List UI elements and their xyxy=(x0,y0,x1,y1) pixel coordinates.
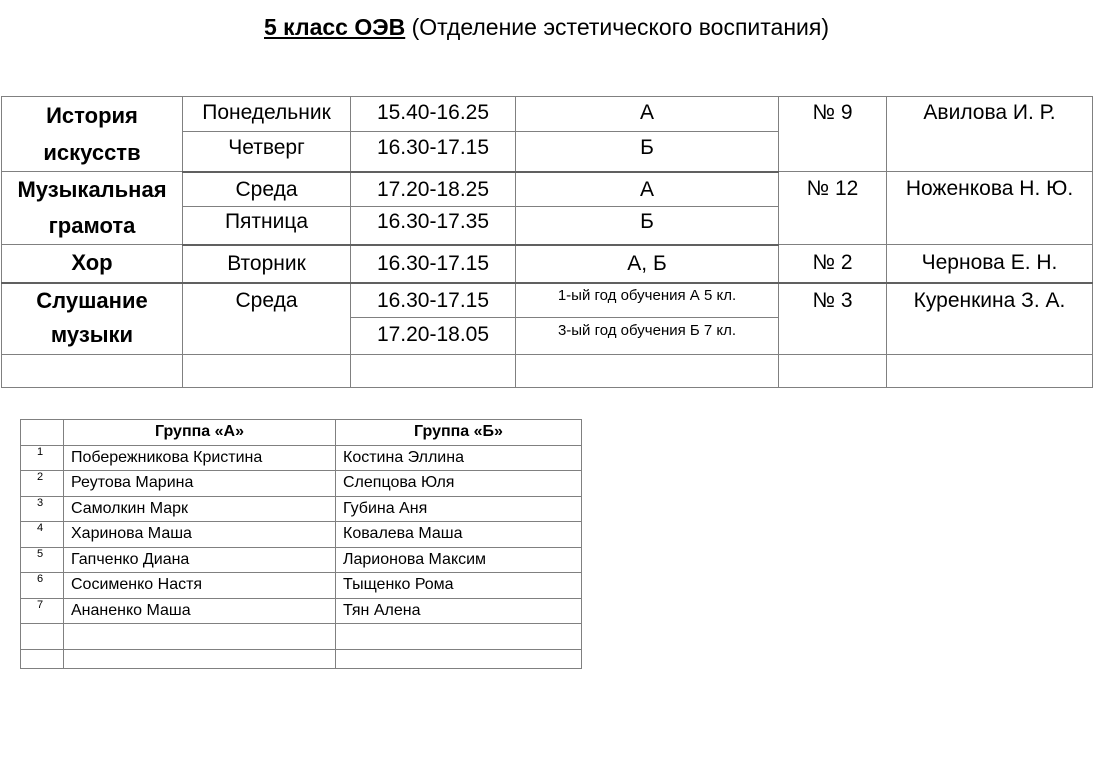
room-cell: № 2 xyxy=(779,245,887,283)
row-number: 7 xyxy=(21,598,64,624)
empty-cell xyxy=(64,624,336,650)
empty-cell xyxy=(336,624,582,650)
subject-line: грамота xyxy=(48,213,136,238)
row-number: 5 xyxy=(21,547,64,573)
subject-music-literacy xyxy=(2,172,183,245)
student-group-b: Слепцова Юля xyxy=(336,471,582,497)
header-empty-cell xyxy=(21,420,64,446)
subject-history xyxy=(2,97,183,172)
empty-cell xyxy=(351,354,516,387)
student-group-b: Ковалева Маша xyxy=(336,522,582,548)
table-row xyxy=(21,522,582,548)
title-subtitle: (Отделение эстетического воспитания) xyxy=(411,14,829,40)
group-b-header: Группа «Б» xyxy=(336,420,582,446)
student-group-b: Костина Эллина xyxy=(336,445,582,471)
room-cell: № 12 xyxy=(779,172,887,245)
student-group-a: Ананенко Маша xyxy=(64,598,336,624)
student-group-a: Харинова Маша xyxy=(64,522,336,548)
empty-cell xyxy=(336,649,582,668)
day-cell: Среда xyxy=(183,172,351,207)
day-cell: Четверг xyxy=(183,131,351,171)
table-row xyxy=(21,445,582,471)
table-row xyxy=(21,496,582,522)
groups-table xyxy=(20,419,582,669)
student-group-b: Ларионова Максим xyxy=(336,547,582,573)
time-cell: 17.20-18.05 xyxy=(351,317,516,354)
title-main: 5 класс ОЭВ xyxy=(264,14,406,40)
table-row xyxy=(21,624,582,650)
student-group-a: Гапченко Диана xyxy=(64,547,336,573)
group-cell: Б xyxy=(516,131,779,171)
student-group-a: Самолкин Марк xyxy=(64,496,336,522)
student-group-a: Сосименко Настя xyxy=(64,573,336,599)
room-cell: № 3 xyxy=(779,283,887,355)
table-row xyxy=(21,547,582,573)
row-number: 3 xyxy=(21,496,64,522)
empty-cell xyxy=(183,354,351,387)
document-title xyxy=(0,14,1093,41)
time-cell: 16.30-17.15 xyxy=(351,283,516,318)
teacher-cell: Авилова И. Р. xyxy=(887,97,1093,172)
table-row xyxy=(21,471,582,497)
empty-cell xyxy=(21,624,64,650)
subject-line: Музыкальная xyxy=(17,177,167,202)
subject-choir: Хор xyxy=(2,245,183,283)
subject-line: музыки xyxy=(50,321,134,347)
day-cell: Понедельник xyxy=(183,97,351,132)
empty-cell xyxy=(21,649,64,668)
schedule-table xyxy=(1,96,1093,388)
table-row xyxy=(21,649,582,668)
group-a-header: Группа «А» xyxy=(64,420,336,446)
day-cell: Вторник xyxy=(183,245,351,283)
time-cell: 16.30-17.35 xyxy=(351,206,516,244)
row-number: 6 xyxy=(21,573,64,599)
subject-line: Слушание xyxy=(36,287,148,313)
row-number: 1 xyxy=(21,445,64,471)
group-cell: 1-ый год обучения А 5 кл. xyxy=(516,283,779,318)
empty-cell xyxy=(64,649,336,668)
subject-line: История xyxy=(46,103,138,128)
subject-line: искусств xyxy=(43,140,141,165)
student-group-a: Реутова Марина xyxy=(64,471,336,497)
student-group-b: Тыщенко Рома xyxy=(336,573,582,599)
room-cell: № 9 xyxy=(779,97,887,172)
subject-listening xyxy=(2,283,183,355)
row-number: 2 xyxy=(21,471,64,497)
group-cell: А, Б xyxy=(516,245,779,283)
time-cell: 15.40-16.25 xyxy=(351,97,516,132)
row-number: 4 xyxy=(21,522,64,548)
student-group-b: Губина Аня xyxy=(336,496,582,522)
time-cell: 16.30-17.15 xyxy=(351,245,516,283)
empty-cell xyxy=(2,354,183,387)
group-cell: А xyxy=(516,97,779,132)
student-group-a: Побережникова Кристина xyxy=(64,445,336,471)
table-row xyxy=(21,598,582,624)
student-group-b: Тян Алена xyxy=(336,598,582,624)
empty-cell xyxy=(887,354,1093,387)
time-cell: 17.20-18.25 xyxy=(351,172,516,207)
group-cell: Б xyxy=(516,206,779,244)
teacher-cell: Чернова Е. Н. xyxy=(887,245,1093,283)
table-row xyxy=(21,573,582,599)
group-cell: 3-ый год обучения Б 7 кл. xyxy=(516,317,779,354)
empty-cell xyxy=(779,354,887,387)
group-cell: А xyxy=(516,172,779,207)
empty-cell xyxy=(516,354,779,387)
teacher-cell: Куренкина З. А. xyxy=(887,283,1093,355)
time-cell: 16.30-17.15 xyxy=(351,131,516,171)
day-cell: Пятница xyxy=(183,206,351,244)
teacher-cell: Ноженкова Н. Ю. xyxy=(887,172,1093,245)
day-cell: Среда xyxy=(183,283,351,355)
